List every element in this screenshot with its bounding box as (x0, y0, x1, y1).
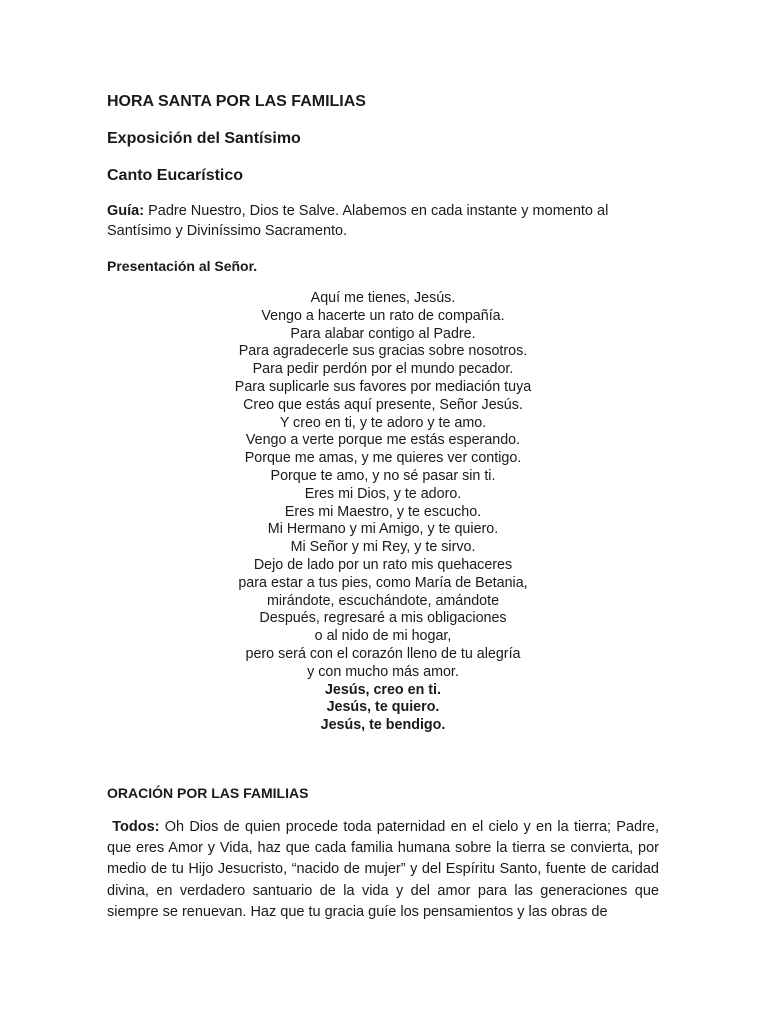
poem-block (107, 290, 659, 735)
document-title: HORA SANTA POR LAS FAMILIAS (107, 93, 366, 110)
poem-line: Vengo a hacerte un rato de compañía. (261, 307, 505, 324)
todos-text: Oh Dios de quien procede toda paternidad en el cielo y en la tierra; Padre, que eres Amor y Vida, haz que cada familia humana sobre la tierra se convierta, por medio de tu Hijo Jesucristo, “nacido de mujer” y del Espíritu Santo, fuente de caridad divina, en verdadero santuario de la vida y del amor para las generaciones que siempre se renuevan. Haz que tu gracia guíe los pensamientos y las obras de (107, 819, 659, 920)
todos-paragraph (107, 817, 659, 923)
poem-line: Mi Señor y mi Rey, y te sirvo. (290, 539, 476, 556)
poem-line: Eres mi Dios, y te adoro. (304, 485, 462, 502)
poem-line: Para alabar contigo al Padre. (290, 325, 476, 342)
poem-line: Eres mi Maestro, y te escucho. (284, 503, 482, 520)
poem-line: o al nido de mi hogar, (314, 628, 452, 645)
poem-line: Vengo a verte porque me estás esperando. (245, 432, 521, 449)
poem-line: Aquí me tienes, Jesús. (310, 290, 456, 306)
poem-line: Y creo en ti, y te adoro y te amo. (279, 414, 487, 431)
poem-line: Dejo de lado por un rato mis quehaceres (253, 556, 513, 573)
poem-line-bold: Jesús, creo en ti. (324, 681, 442, 698)
todos-label: Todos: (112, 819, 160, 835)
poem-line: Para suplicarle sus favores por mediación tuya (234, 378, 532, 395)
poem-line-bold: Jesús, te bendigo. (320, 717, 446, 734)
poem-line: Para agradecerle sus gracias sobre nosotros. (238, 343, 528, 360)
poem-line: Mi Hermano y mi Amigo, y te quiero. (267, 521, 499, 538)
guia-paragraph (107, 201, 659, 241)
guia-text: Padre Nuestro, Dios te Salve. Alabemos en cada instante y momento al Santísimo y Diviníssimo Sacramento. (107, 203, 609, 239)
poem-line-bold: Jesús, te quiero. (326, 699, 440, 716)
poem-line: Después, regresaré a mis obligaciones (259, 610, 507, 627)
poem-line: Para pedir perdón por el mundo pecador. (252, 361, 514, 378)
poem-line: Creo que estás aquí presente, Señor Jesús. (243, 396, 523, 413)
oracion-heading: ORACIÓN POR LAS FAMILIAS (107, 785, 309, 801)
poem-line: para estar a tus pies, como María de Betania, (238, 574, 528, 591)
guia-label: Guía: (107, 203, 145, 219)
section-heading-canto: Canto Eucarístico (107, 167, 244, 184)
presentacion-heading: Presentación al Señor. (107, 258, 258, 274)
section-heading-exposicion: Exposición del Santísimo (107, 130, 301, 147)
poem-line: mirándote, escuchándote, amándote (266, 592, 500, 609)
poem-line: pero será con el corazón lleno de tu alegría (245, 645, 521, 662)
poem-line: Porque te amo, y no sé pasar sin ti. (270, 467, 496, 484)
poem-line: y con mucho más amor. (307, 663, 459, 680)
poem-line: Porque me amas, y me quieres ver contigo. (244, 450, 522, 467)
